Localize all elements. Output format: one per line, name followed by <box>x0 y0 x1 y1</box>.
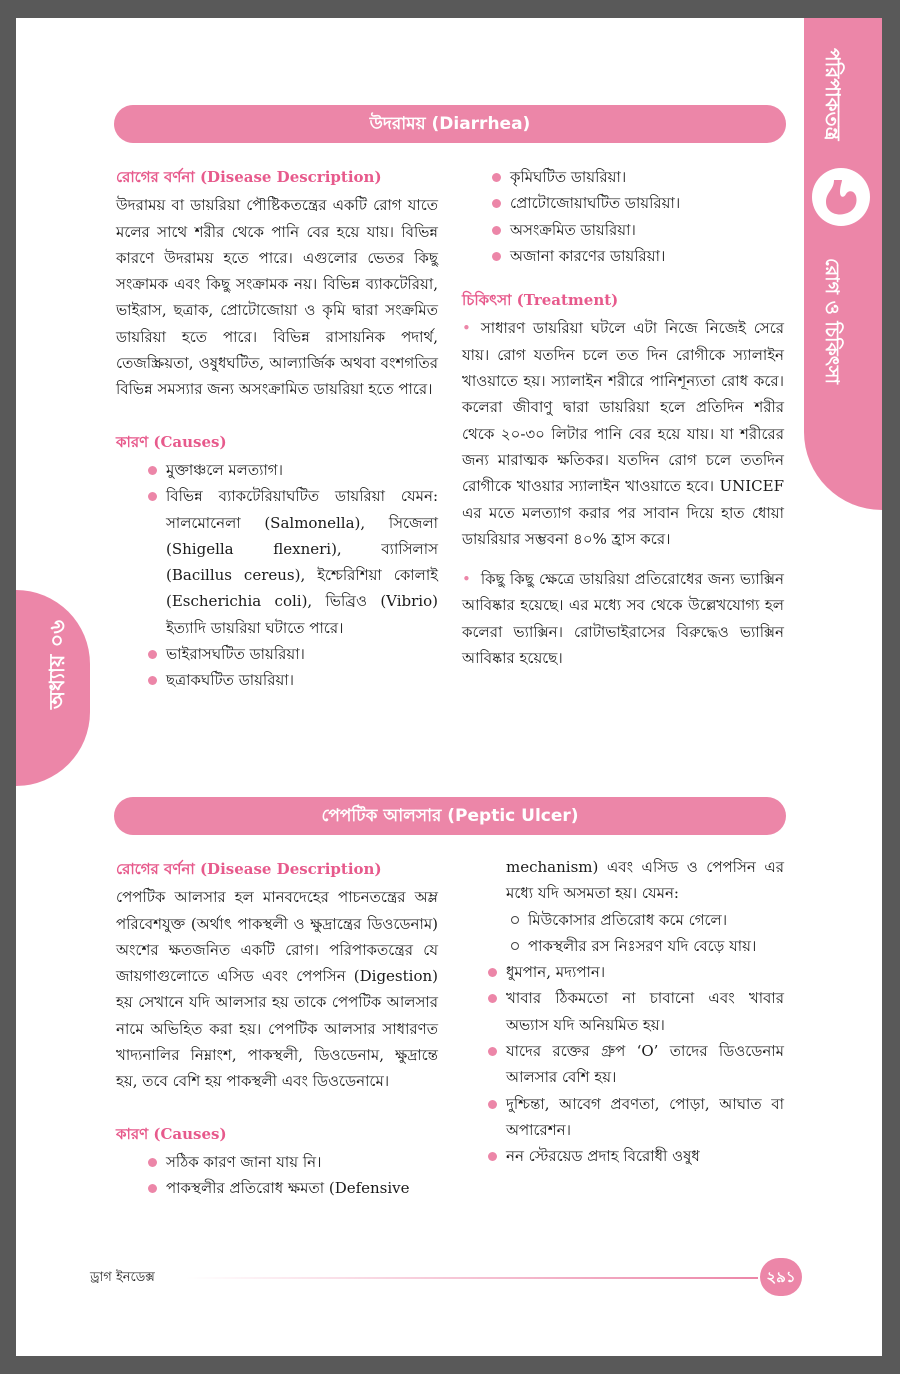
diarrhea-causes-list-continued <box>490 164 784 269</box>
peptic-ulcer-banner: পেপটিক আলসার (Peptic Ulcer) <box>114 797 786 835</box>
list-item: ধুমপান, মদ্যপান। <box>486 959 784 985</box>
peptic-description-text: পেপটিক আলসার হল মানবদেহের পাচনতন্ত্রের অম্ল পরিবেশযুক্ত (অর্থাৎ পাকস্থলী ও ক্ষুদ্রান্ত্রের ডিওডেনাম) অংশের ক্ষতজনিত একটি রোগ। পরিপাকতন্ত্রের যে জায়গাগুলোতে এসিড এবং পেপসিন (Digestion) হয় সেখানে যদি আলসার হয় তাকে পেপটিক আলসার নামে অভিহিত করা হয়। পেপটিক আলসার সাধারণত খাদ্যনালির নিম্নাংশ, পাকস্থলী, ডিওডেনাম, ক্ষুদ্রান্তে হয়, তবে বেশি হয় পাকস্থলী এবং ডিওডেনামে। <box>116 888 438 1091</box>
peptic-left-column <box>116 856 438 1202</box>
side-section-tab <box>804 18 882 510</box>
diarrhea-treatment-paragraph-1: • সাধারণ ডায়রিয়া ঘটলে এটা নিজে নিজেই সেরে যায়। রোগ যতদিন চলে তত দিন রোগীকে স্যালাইন খাওয়াতে হয়। স্যালাইন শরীরে পানিশূন্যতা রোধ করে। কলেরা জীবাণু দ্বারা ডায়রিয়া হলে প্রতিদিন শরীর থেকে ২০-৩০ লিটার পানি বের হয়ে যায়। যা শরীরের জন্য মারাত্মক ক্ষতিকর। যতদিন রোগ চলে ততদিন রোগীকে খাওয়ার স্যালাইন খাওয়াতে হবে। UNICEF এর মতে মলত্যাগ করার পর সাবান দিয়ে হাত ধোয়া ডায়রিয়ার সম্ভবনা ৪০% হ্রাস করে। <box>462 315 784 552</box>
peptic-description-heading: রোগের বর্ণনা (Disease Description) <box>116 860 382 878</box>
list-item: যাদের রক্তের গ্রুপ ‘O’ তাদের ডিওডেনাম আলসার বেশি হয়। <box>486 1038 784 1091</box>
diarrhea-description-text: উদরাময় বা ডায়রিয়া পৌষ্টিকতন্ত্রের একটি রোগ যাতে মলের সাথে শরীর থেকে পানি বের হয়ে যায়। বিভিন্ন কারণে উদরাময় হতে পারে। এগুলোর ভেতর কিছু সংক্রামক এবং কিছু সংক্রামক নয়। বিভিন্ন ব্যাকটেরিয়া, ভাইরাস, ছত্রাক, প্রোটোজোয়া ও কৃমি দ্বারা সংক্রমিত ডায়রিয়া হতে পারে। বিভিন্ন রাসায়নিক পদার্থ, তেজস্ক্রিয়তা, ওষুধঘটিত, আল্যার্জিক অথবা বংশগতির বিভিন্ন সমস্যার জন্য অসংক্রামিত ডায়রিয়া হতে পারে। <box>116 196 438 399</box>
peptic-cause-continued: mechanism) এবং এসিড ও পেপসিন এর মধ্যে যদি অসমতা হয়। যেমন: <box>506 858 784 903</box>
list-item: মিউকোসার প্রতিরোধ কমে গেলে। <box>506 907 784 933</box>
diarrhea-causes-list <box>146 457 438 694</box>
peptic-causes-list-continued <box>486 959 784 1169</box>
footer-divider <box>186 1277 758 1279</box>
footer-book-title: ড্রাগ ইনডেক্স <box>90 1270 155 1285</box>
list-item: ভাইরাসঘটিত ডায়রিয়া। <box>146 641 438 667</box>
list-item: খাবার ঠিকমতো না চাবানো এবং খাবার অভ্যাস যদি অনিয়মিত হয়। <box>486 985 784 1038</box>
page-number-badge: ২৯১ <box>760 1258 802 1296</box>
diarrhea-banner: উদরাময় (Diarrhea) <box>114 105 786 143</box>
diarrhea-causes-heading: কারণ (Causes) <box>116 432 227 451</box>
book-section-label: পরিপাকতন্ত্র <box>821 48 845 141</box>
chapter-number-label: অধ্যায় ০৬ <box>45 620 69 710</box>
diarrhea-treatment-paragraph-2: • কিছু কিছু ক্ষেত্রে ডায়রিয়া প্রতিরোধের জন্য ভ্যাক্সিন আবিষ্কার হয়েছে। এর মধ্যে সব থেকে উল্লেখযোগ্য হল কলেরা ভ্যাক্সিন। রোটাভাইরাসের বিরুদ্ধেও ভ্যাক্সিন আবিষ্কার হয়েছে। <box>462 566 784 671</box>
list-item: নন স্টেরয়েড প্রদাহ বিরোধী ওষুধ <box>486 1143 784 1169</box>
list-item: মুক্তাঞ্চলে মলত্যাগ। <box>146 457 438 483</box>
chapter-title-label: রোগ ও চিকিৎসা <box>821 258 843 384</box>
chapter-tab <box>16 590 90 786</box>
peptic-causes-heading: কারণ (Causes) <box>116 1124 227 1143</box>
diarrhea-description-heading: রোগের বর্ণনা (Disease Description) <box>116 168 382 186</box>
stomach-icon <box>812 168 870 226</box>
list-item: বিভিন্ন ব্যাকটেরিয়াঘটিত ডায়রিয়া যেমন: সালমোনেলা (Salmonella), সিজেলা (Shigella flexneri), ব্যাসিলাস (Bacillus cereus), ইশ্চেরিশিয়া কোলাই (Escherichia coli), ভিব্রিও (Vibrio) ইত্যাদি ডায়রিয়া ঘটাতে পারে। <box>146 483 438 641</box>
list-item: অজানা কারণের ডায়রিয়া। <box>490 243 784 269</box>
peptic-right-column <box>486 854 784 1170</box>
list-item: কৃমিঘটিত ডায়রিয়া। <box>490 164 784 190</box>
page <box>16 18 882 1356</box>
diarrhea-treatment-heading: চিকিৎসা (Treatment) <box>462 291 619 310</box>
list-item: সঠিক কারণ জানা যায় নি। <box>146 1149 438 1175</box>
peptic-causes-list <box>146 1149 438 1202</box>
list-item: অসংক্রমিত ডায়রিয়া। <box>490 217 784 243</box>
list-item: পাকস্থলীর প্রতিরোধ ক্ষমতা (Defensive <box>146 1175 438 1201</box>
list-item: দুশ্চিন্তা, আবেগ প্রবণতা, পোড়া, আঘাত বা অপারেশন। <box>486 1091 784 1144</box>
list-item: পাকস্থলীর রস নিঃসরণ যদি বেড়ে যায়। <box>506 933 784 959</box>
list-item: ছত্রাকঘটিত ডায়রিয়া। <box>146 667 438 693</box>
diarrhea-right-column <box>462 164 784 671</box>
diarrhea-left-column <box>116 164 438 694</box>
peptic-sub-causes-list <box>506 907 784 960</box>
list-item: প্রোটোজোয়াঘটিত ডায়রিয়া। <box>490 190 784 216</box>
